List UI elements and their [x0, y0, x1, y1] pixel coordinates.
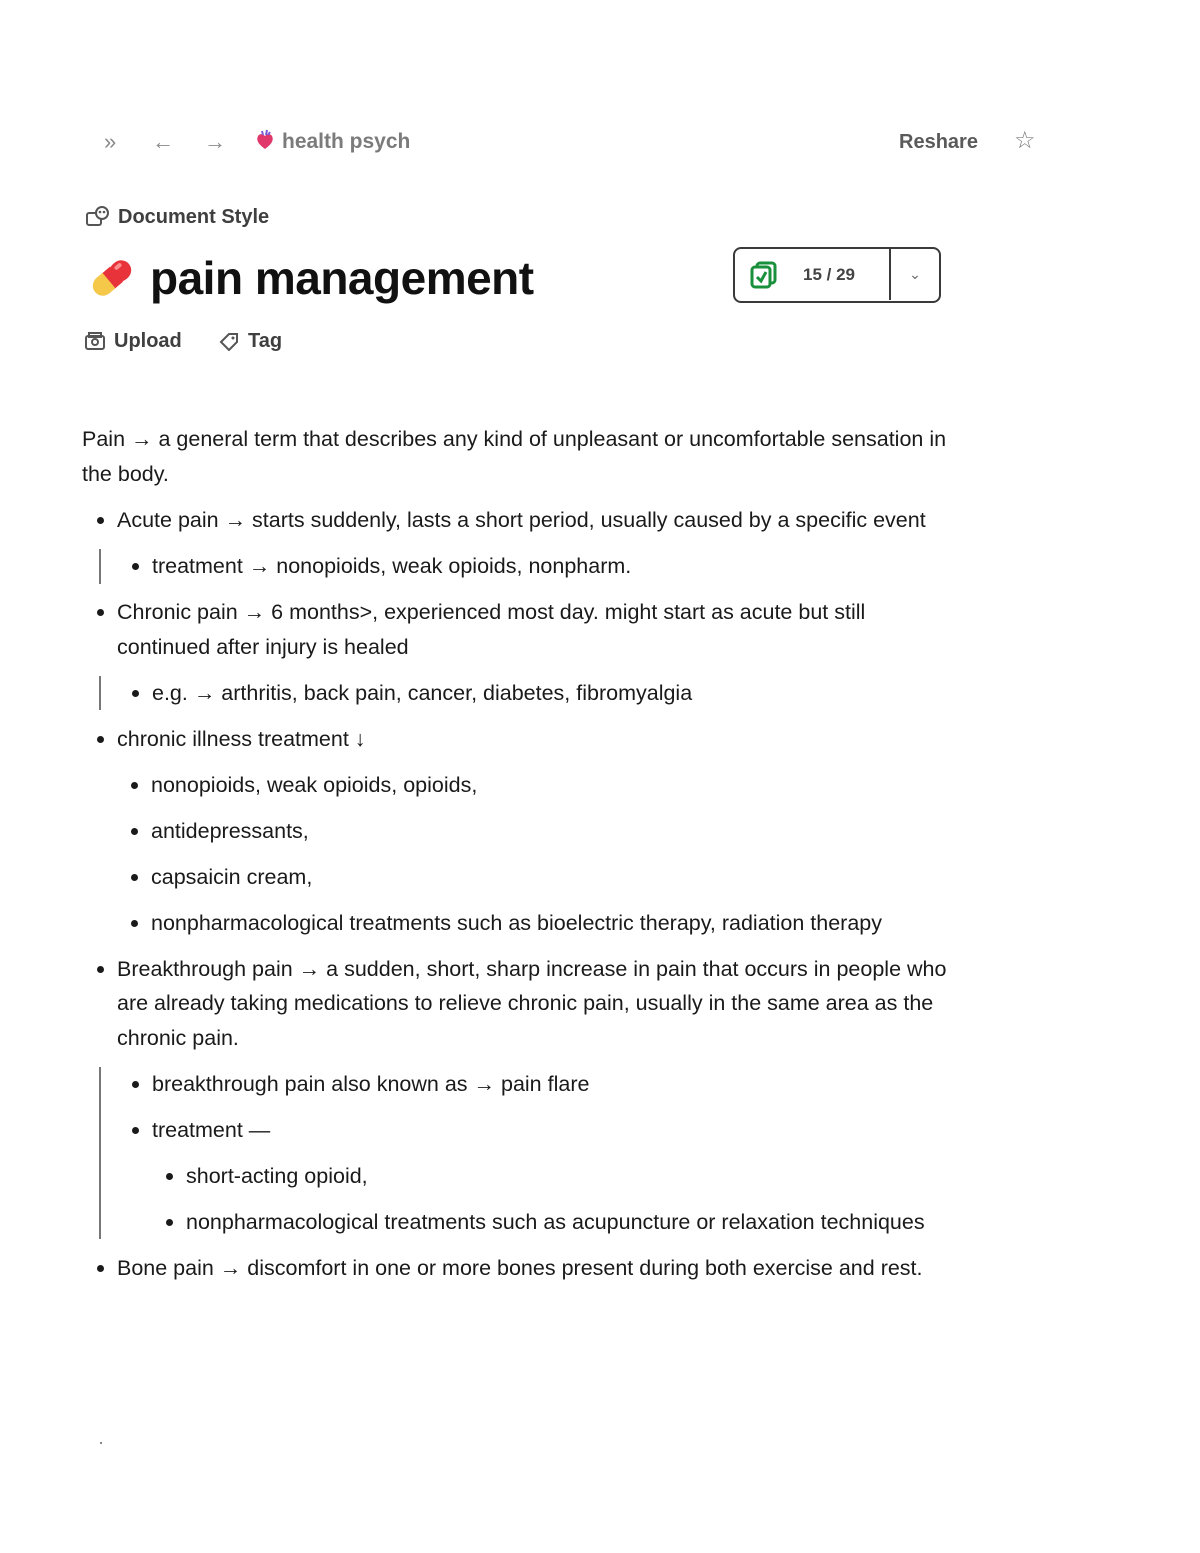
intro-paragraph[interactable]: Pain → a general term that describes any kind of unpleasant or uncomfortable sensation in the body. — [82, 427, 947, 486]
chevron-down-icon[interactable]: ⌄ — [909, 266, 921, 282]
document-style-label: Document Style — [118, 206, 270, 228]
flashcards-count: 15 / 29 — [803, 265, 855, 284]
list-item-text: Breakthrough pain → a sudden, short, sharp increase in pain that occurs in people who are already taking medications to relieve chronic pain, usually in the same area as the chronic pain. — [117, 956, 947, 1050]
arrow-left-icon[interactable]: ← — [152, 129, 174, 154]
tag-icon — [218, 331, 240, 351]
upload-label: Upload — [114, 330, 182, 352]
list-item[interactable] — [152, 1113, 962, 1240]
list-item[interactable]: capsaicin cream, — [151, 860, 962, 895]
list-item[interactable] — [117, 503, 962, 584]
text-caret — [100, 1442, 102, 1444]
list-item-text: chronic illness treatment ↓ — [117, 726, 366, 751]
sub-list — [117, 768, 962, 941]
double-chevron-right-icon[interactable]: » — [104, 129, 117, 154]
anatomical-heart-icon — [254, 129, 276, 151]
flashcards-widget[interactable] — [733, 247, 941, 303]
tag-label: Tag — [248, 330, 283, 352]
list-item[interactable]: nonpharmacological treatments such as acupuncture or relaxation techniques — [186, 1205, 962, 1240]
sub-list — [99, 549, 962, 584]
list-item-text: treatment — — [152, 1117, 271, 1142]
list-item[interactable]: Bone pain → discomfort in one or more bones present during both exercise and rest. — [117, 1251, 962, 1286]
document-style-button[interactable] — [86, 202, 269, 232]
upload-icon — [84, 331, 106, 351]
tag-button[interactable] — [218, 326, 282, 356]
list-item[interactable]: e.g. → arthritis, back pain, cancer, diabetes, fibromyalgia — [152, 676, 962, 711]
flashcards-icon — [749, 261, 779, 289]
pill-icon — [86, 252, 138, 304]
sub-sub-list — [152, 1159, 962, 1240]
document-body — [82, 422, 962, 1297]
breadcrumb[interactable] — [254, 128, 410, 156]
list-item[interactable] — [117, 952, 962, 1240]
list-item-text: Chronic pain → 6 months>, experienced most day. might start as acute but still continued after injury is healed — [117, 600, 866, 659]
top-bar — [104, 122, 1044, 162]
list-item[interactable]: short-acting opioid, — [186, 1159, 962, 1194]
breadcrumb-label: health psych — [282, 130, 411, 153]
sub-list — [99, 1067, 962, 1240]
reshare-button[interactable]: Reshare — [899, 131, 978, 153]
palette-icon — [86, 205, 110, 227]
list-item[interactable]: treatment → nonopioids, weak opioids, nonpharm. — [152, 549, 962, 584]
arrow-right-icon[interactable]: → — [204, 129, 226, 154]
list-item[interactable]: breakthrough pain also known as → pain flare — [152, 1067, 962, 1102]
page-title[interactable]: pain management — [150, 252, 534, 304]
upload-button[interactable] — [84, 326, 182, 356]
list-item[interactable] — [117, 595, 962, 710]
star-icon[interactable]: ☆ — [1014, 127, 1036, 154]
list-item[interactable]: nonpharmacological treatments such as bioelectric therapy, radiation therapy — [151, 906, 962, 941]
list-item-text: Acute pain → starts suddenly, lasts a short period, usually caused by a specific event — [117, 508, 926, 532]
sub-list — [99, 676, 962, 711]
list-item[interactable] — [117, 722, 962, 941]
bullet-list — [82, 503, 962, 1285]
list-item[interactable]: nonopioids, weak opioids, opioids, — [151, 768, 962, 803]
list-item[interactable]: antidepressants, — [151, 814, 962, 849]
